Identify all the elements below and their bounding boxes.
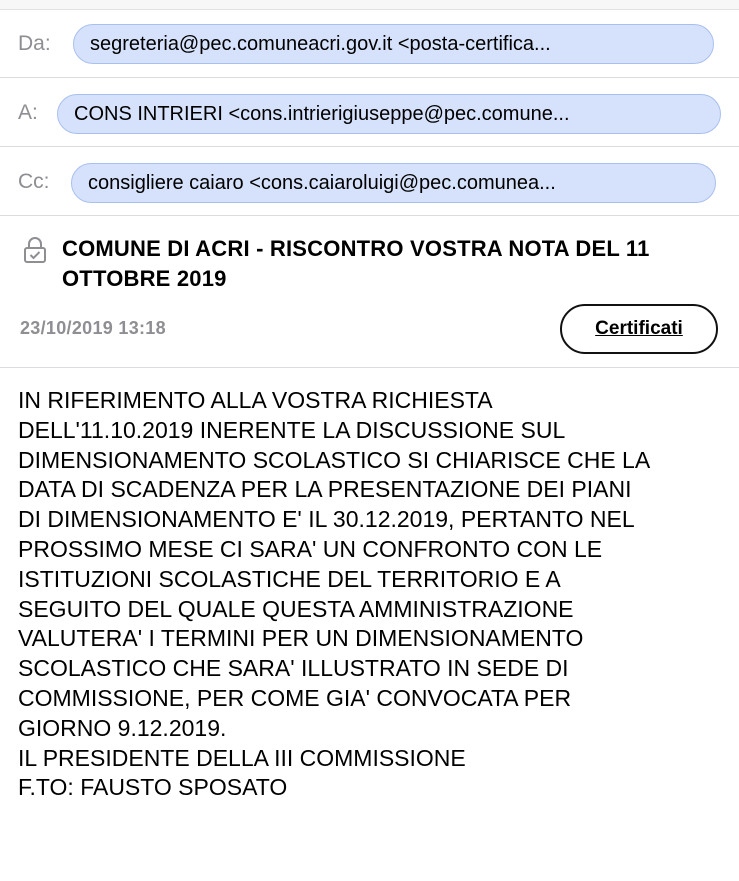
from-label: Da:	[18, 32, 51, 55]
message-subject: COMUNE DI ACRI - RISCONTRO VOSTRA NOTA DEL 11 OTTOBRE 2019	[62, 236, 650, 291]
certificates-button[interactable]: Certificati	[560, 304, 718, 354]
message-date: 23/10/2019 13:18	[20, 318, 166, 338]
top-separator	[0, 0, 739, 10]
cc-address-text: consigliere caiaro <cons.caiaroluigi@pec.comunea...	[88, 172, 556, 194]
to-label: A:	[18, 101, 38, 124]
from-address-chip[interactable]	[73, 24, 714, 64]
cc-row	[0, 148, 739, 216]
from-row	[0, 10, 739, 78]
cc-address-chip[interactable]	[71, 163, 716, 203]
from-address-text: segreteria@pec.comuneacri.gov.it <posta-certifica...	[90, 33, 551, 55]
lock-icon	[23, 236, 47, 264]
message-body: IN RIFERIMENTO ALLA VOSTRA RICHIESTA DELL'11.10.2019 INERENTE LA DISCUSSIONE SUL DIMENSIONAMENTO SCOLASTICO SI CHIARISCE CHE LA DATA DI SCADENZA PER LA PRESENTAZIONE DEI PIANI DI DIMENSIONAMENTO E' IL 30.12.2019, PERTANTO NEL PROSSIMO MESE CI SARA' UN CONFRONTO CON LE ISTITUZIONI SCOLASTICHE DEL TERRITORIO E A SEGUITO DEL QUALE QUESTA AMMINISTRAZIONE VALUTERA' I TERMINI PER UN DIMENSIONAMENTO SCOLASTICO CHE SARA' ILLUSTRATO IN SEDE DI COMMISSIONE, PER COME GIA' CONVOCATA PER GIORNO 9.12.2019. IL PRESIDENTE DELLA III COMMISSIONE F.TO: FAUSTO SPOSATO	[18, 387, 651, 801]
cc-label: Cc:	[18, 170, 50, 193]
to-row	[0, 79, 739, 147]
subject-block	[0, 218, 739, 368]
to-address-text: CONS INTRIERI <cons.intrierigiuseppe@pec.comune...	[74, 103, 570, 125]
to-address-chip[interactable]	[57, 94, 721, 134]
